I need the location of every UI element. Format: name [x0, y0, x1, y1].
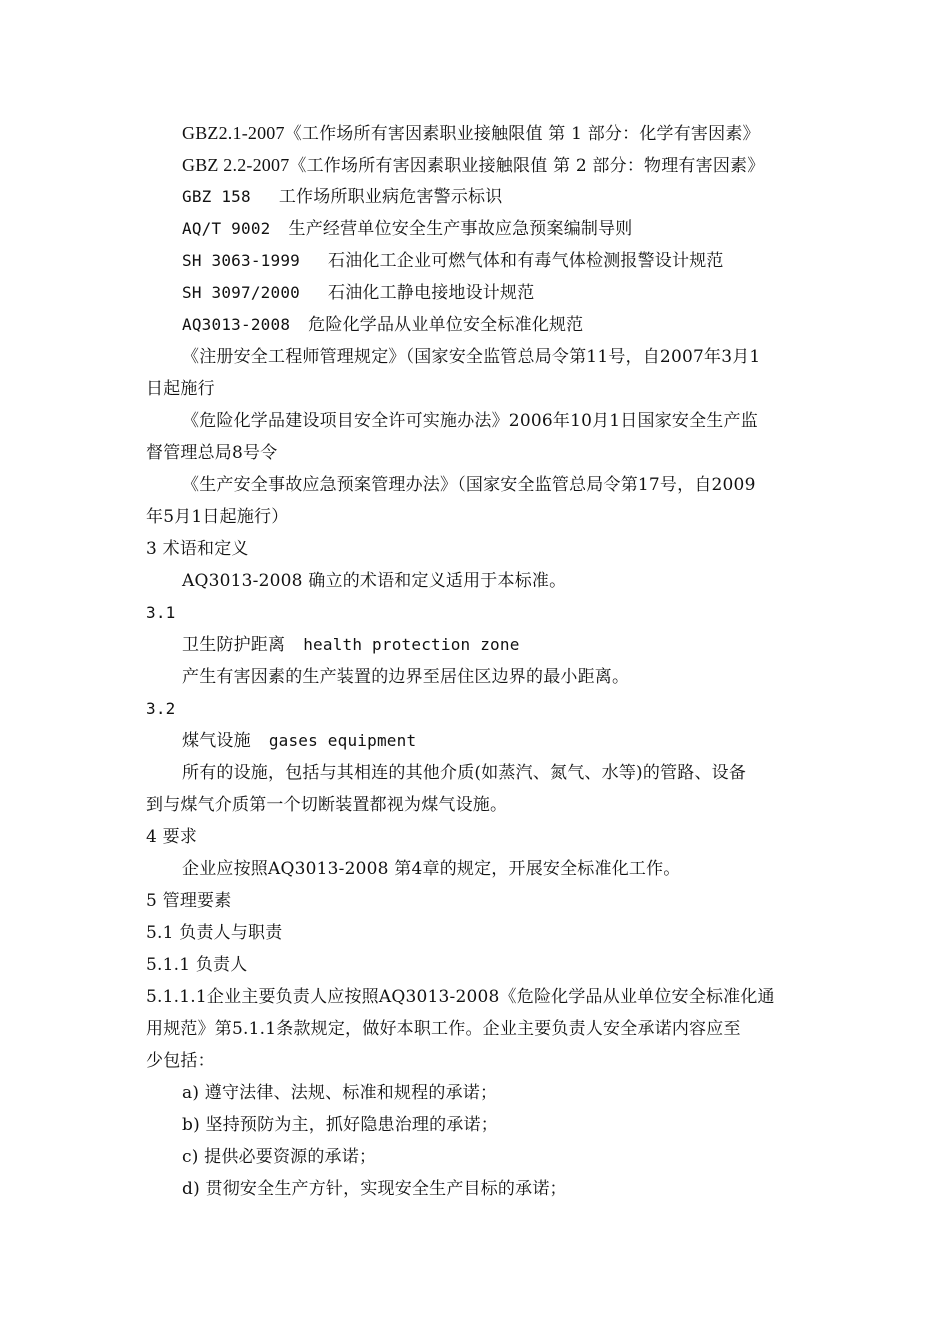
- term-3-1-definition: 产生有害因素的生产装置的边界至居住区边界的最小距离。: [182, 667, 630, 687]
- ref-title: 《工作场所有害因素职业接触限值 第 1 部分：化学有害因素》: [284, 124, 760, 144]
- list-item-d: d) 贯彻安全生产方针，实现安全生产目标的承诺；: [182, 1179, 567, 1199]
- reg-3-line2: 年5月1日起施行）: [146, 507, 289, 527]
- ref-code: AQ/T 9002: [182, 219, 271, 238]
- ref-title: 《工作场所有害因素职业接触限值 第 2 部分：物理有害因素》: [289, 156, 765, 176]
- ref-gbz22: [182, 153, 764, 178]
- section-5-1-1-1-line2: 用规范》第5.1.1条款规定，做好本职工作。企业主要负责人安全承诺内容应至: [146, 1019, 741, 1039]
- section-4-body: 企业应按照AQ3013-2008 第4章的规定，开展安全标准化工作。: [182, 859, 681, 879]
- term-cn: 卫生防护距离: [182, 635, 286, 655]
- ref-gbz158: [182, 185, 502, 209]
- reg-3-line1: 《生产安全事故应急预案管理办法》（国家安全监管总局令第17号，自2009: [182, 475, 756, 495]
- list-item-b: b) 坚持预防为主，抓好隐患治理的承诺；: [182, 1115, 498, 1135]
- ref-title: 危险化学品从业单位安全标准化规范: [308, 315, 584, 335]
- section-3-heading: 3 术语和定义: [146, 539, 249, 559]
- reg-1-line2: 日起施行: [146, 379, 215, 399]
- section-5-1-heading: 5.1 负责人与职责: [146, 923, 283, 943]
- ref-title: 工作场所职业病危害警示标识: [278, 187, 503, 207]
- section-5-1-1-1-line3: 少包括：: [146, 1051, 215, 1071]
- reg-1-line1: 《注册安全工程师管理规定》（国家安全监管总局令第11号，自2007年3月1: [182, 347, 761, 367]
- ref-code: AQ3013-2008: [182, 315, 291, 334]
- ref-title: 石油化工静电接地设计规范: [328, 283, 535, 303]
- section-5-1-1-1-line1: 5.1.1.1企业主要负责人应按照AQ3013-2008《危险化学品从业单位安全标准化通: [146, 987, 775, 1007]
- section-5-heading: 5 管理要素: [146, 891, 232, 911]
- ref-title: 石油化工企业可燃气体和有毒气体检测报警设计规范: [328, 251, 724, 271]
- term-3-2-number: 3.2: [146, 699, 176, 718]
- term-3-2: [182, 729, 416, 753]
- ref-gbz21: [182, 121, 760, 146]
- list-item-c: c) 提供必要资源的承诺；: [182, 1147, 377, 1167]
- list-item-a: a) 遵守法律、法规、标准和规程的承诺；: [182, 1083, 498, 1103]
- ref-code: SH 3097/2000: [182, 283, 300, 302]
- reg-2-line2: 督管理总局8号令: [146, 443, 278, 463]
- reg-2-line1: 《危险化学品建设项目安全许可实施办法》2006年10月1日国家安全生产监: [182, 411, 758, 431]
- term-3-2-definition-line1: 所有的设施，包括与其相连的其他介质(如蒸汽、氮气、水等)的管路、设备: [182, 763, 747, 783]
- section-5-1-1-heading: 5.1.1 负责人: [146, 955, 248, 975]
- term-3-1: [182, 633, 520, 657]
- term-cn: 煤气设施: [182, 731, 251, 751]
- ref-sh3097: [182, 281, 534, 305]
- ref-code: GBZ 158: [182, 187, 251, 206]
- section-3-intro: AQ3013-2008 确立的术语和定义适用于本标准。: [182, 571, 567, 591]
- ref-title: 生产经营单位安全生产事故应急预案编制导则: [288, 219, 633, 239]
- ref-code: GBZ2.1-2007: [182, 123, 285, 143]
- section-4-heading: 4 要求: [146, 827, 198, 847]
- term-3-2-definition-line2: 到与煤气介质第一个切断装置都视为煤气设施。: [146, 795, 508, 815]
- ref-aqt9002: [182, 217, 633, 241]
- ref-code: GBZ 2.2-2007: [182, 155, 290, 175]
- ref-sh3063: [182, 249, 724, 273]
- ref-code: SH 3063-1999: [182, 251, 300, 270]
- term-3-1-number: 3.1: [146, 603, 176, 622]
- ref-aq3013: [182, 313, 583, 337]
- term-en: gases equipment: [268, 731, 417, 750]
- term-en: health protection zone: [303, 635, 520, 654]
